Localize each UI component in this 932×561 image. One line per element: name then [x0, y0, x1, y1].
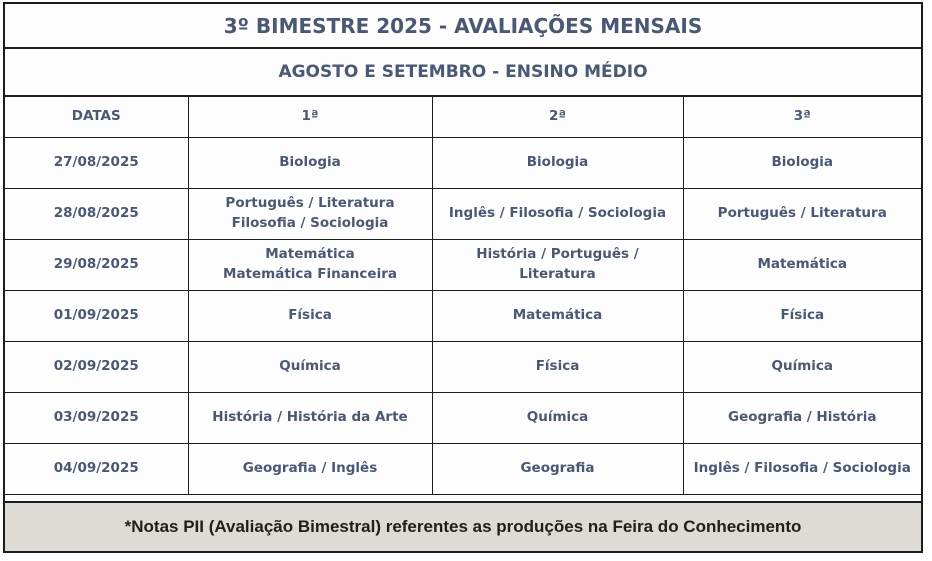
header-dates: DATAS: [5, 97, 188, 138]
subject-text: Biologia: [771, 154, 833, 171]
schedule-document: [3, 2, 923, 553]
subject-text: Geografia: [520, 460, 595, 477]
subject-text: Inglês / Filosofia / Sociologia: [693, 460, 911, 477]
date-cell: 29/08/2025: [5, 240, 188, 291]
header-slot-2: 2ª: [432, 97, 683, 138]
subject-text: Geografia / História: [728, 409, 877, 426]
table-row: [5, 393, 921, 444]
subject-text: Português / Literatura: [717, 205, 887, 222]
slot-1-cell: [188, 138, 432, 189]
subject-text: História / História da Arte: [212, 409, 408, 426]
slot-1-cell: [188, 291, 432, 342]
footer-note: *Notas PII (Avaliação Bimestral) referentes as produções na Feira do Conhecimento: [5, 501, 921, 551]
table-row: [5, 240, 921, 291]
subject-text: Matemática Financeira: [223, 266, 397, 282]
date-cell: 03/09/2025: [5, 393, 188, 444]
slot-3-cell: [683, 240, 921, 291]
slot-1-cell: [188, 342, 432, 393]
slot-2-cell: [432, 291, 683, 342]
slot-3-cell: [683, 342, 921, 393]
exam-schedule-table: [5, 97, 921, 495]
date-cell: 02/09/2025: [5, 342, 188, 393]
date-cell: 27/08/2025: [5, 138, 188, 189]
table-row: [5, 189, 921, 240]
slot-1-cell: [188, 189, 432, 240]
slot-2-cell: [432, 444, 683, 495]
subject-text: Física: [288, 307, 332, 324]
table-row: [5, 342, 921, 393]
slot-1-cell: [188, 240, 432, 291]
header-slot-3: 3ª: [683, 97, 921, 138]
table-row: [5, 444, 921, 495]
slot-1-cell: [188, 393, 432, 444]
slot-2-cell: [432, 240, 683, 291]
table-body: [5, 138, 921, 495]
date-cell: 01/09/2025: [5, 291, 188, 342]
slot-3-cell: [683, 138, 921, 189]
subject-text: Filosofia / Sociologia: [231, 215, 389, 231]
subject-text: Português / Literatura: [225, 195, 395, 212]
document-title: 3º BIMESTRE 2025 - AVALIAÇÕES MENSAIS: [5, 4, 921, 49]
date-cell: 04/09/2025: [5, 444, 188, 495]
subject-text: Geografia / Inglês: [242, 460, 378, 477]
header-slot-1: 1ª: [188, 97, 432, 138]
subject-text: Biologia: [279, 154, 341, 171]
slot-2-cell: [432, 138, 683, 189]
subject-text: Química: [771, 358, 834, 375]
slot-3-cell: [683, 444, 921, 495]
slot-2-cell: [432, 393, 683, 444]
document-subtitle: AGOSTO E SETEMBRO - ENSINO MÉDIO: [5, 49, 921, 97]
subject-text: Física: [535, 358, 580, 375]
subject-text: Inglês / Filosofia / Sociologia: [448, 205, 667, 222]
slot-2-cell: [432, 189, 683, 240]
subject-text: Química: [526, 409, 589, 426]
slot-3-cell: [683, 291, 921, 342]
subject-text: Matemática: [265, 246, 355, 263]
table-header-row: [5, 97, 921, 138]
subject-text: Matemática: [757, 256, 848, 273]
slot-3-cell: [683, 393, 921, 444]
subject-text: Biologia: [526, 154, 589, 171]
subject-text: Matemática: [512, 307, 603, 324]
table-row: [5, 291, 921, 342]
slot-3-cell: [683, 189, 921, 240]
date-cell: 28/08/2025: [5, 189, 188, 240]
table-row: [5, 138, 921, 189]
slot-2-cell: [432, 342, 683, 393]
subject-text: Física: [780, 307, 825, 324]
subject-text: Química: [279, 358, 341, 375]
slot-1-cell: [188, 444, 432, 495]
subject-text: História / Português / Literatura: [476, 246, 639, 282]
